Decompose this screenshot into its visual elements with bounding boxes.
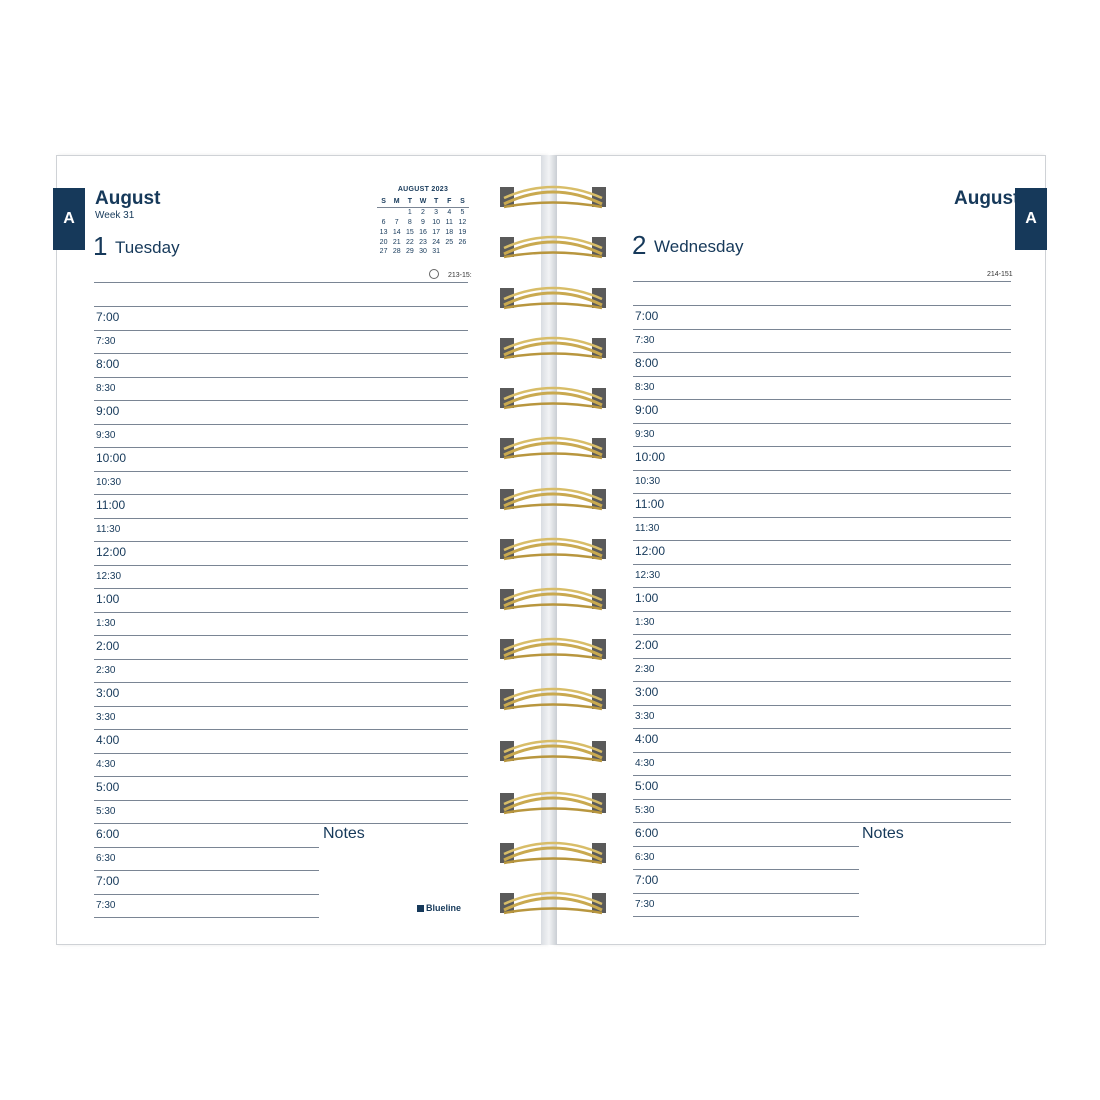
right-time-slot[interactable] — [633, 728, 1011, 729]
left-time-slot[interactable] — [94, 635, 468, 636]
right-time-slot[interactable] — [633, 540, 1011, 541]
binding-ring-icon — [498, 335, 608, 361]
month-tab-left[interactable]: A — [53, 188, 85, 250]
left-time-label: 1:30 — [96, 617, 116, 629]
right-time-label: 5:30 — [635, 804, 655, 816]
mini-calendar-day — [390, 207, 403, 217]
left-time-label: 8:30 — [96, 382, 116, 394]
left-day-name: Tuesday — [115, 238, 180, 257]
mini-calendar-day: 13 — [379, 228, 388, 236]
right-time-label: 7:00 — [635, 309, 659, 323]
mini-calendar-day: 4 — [447, 209, 452, 217]
mini-calendar-day: 18 — [445, 228, 454, 236]
right-time-label: 8:30 — [635, 381, 655, 393]
right-time-slot[interactable] — [633, 376, 1011, 377]
mini-calendar-day: 9 — [421, 218, 425, 226]
mini-calendar-day: 17 — [432, 228, 441, 236]
mini-calendar-day: 5 — [460, 209, 465, 217]
left-time-label: 3:30 — [96, 711, 116, 723]
right-time-label: 6:30 — [635, 851, 655, 863]
mini-calendar-day: 23 — [419, 238, 427, 246]
right-time-label: 12:00 — [635, 544, 666, 558]
mini-calendar-day: 31 — [432, 248, 441, 256]
brand-name: Blueline — [426, 903, 462, 913]
right-time-label: 10:00 — [635, 450, 666, 464]
binding-ring-icon — [498, 385, 608, 411]
right-time-slot[interactable] — [633, 893, 859, 894]
mini-calendar — [377, 186, 469, 257]
left-time-label: 3:00 — [96, 686, 120, 700]
right-time-label: 8:00 — [635, 356, 659, 370]
left-time-label: 6:30 — [96, 852, 116, 864]
mini-calendar-day: 26 — [458, 238, 467, 246]
left-time-label: 10:00 — [96, 451, 127, 465]
left-day-number: 1 — [93, 231, 108, 261]
right-time-slot[interactable] — [633, 681, 1011, 682]
mini-calendar-day: 20 — [379, 238, 388, 246]
left-time-label: 9:00 — [96, 404, 120, 418]
left-time-label: 10:30 — [96, 476, 122, 488]
page-marker-circle-icon — [429, 269, 439, 279]
left-time-label: 5:00 — [96, 780, 120, 794]
month-tab-right[interactable]: A — [1015, 188, 1047, 250]
mini-calendar-week — [377, 247, 469, 257]
left-time-label: 1:00 — [96, 592, 120, 606]
right-day-number: 2 — [632, 230, 647, 260]
right-time-slot[interactable] — [633, 399, 1011, 400]
brand-logo — [417, 903, 461, 913]
left-grid-rule — [94, 306, 468, 307]
mini-calendar-day: 19 — [458, 228, 467, 236]
mini-calendar-day: 7 — [394, 218, 399, 226]
left-time-label: 2:00 — [96, 639, 120, 653]
right-time-slot[interactable] — [633, 869, 859, 870]
left-time-slot[interactable] — [94, 800, 468, 801]
binding-ring-icon — [498, 840, 608, 866]
right-time-label: 3:00 — [635, 685, 659, 699]
left-page-code: 213-15: — [448, 272, 472, 279]
left-time-slot[interactable] — [94, 400, 468, 401]
left-time-label: 4:30 — [96, 758, 116, 770]
mini-calendar-day: 24 — [432, 238, 441, 246]
right-time-slot[interactable] — [633, 916, 859, 917]
mini-calendar-day: 29 — [405, 248, 414, 256]
mini-calendar-day: 12 — [458, 218, 467, 226]
right-time-slot[interactable] — [633, 799, 1011, 800]
brand-icon — [417, 905, 424, 912]
mini-calendar-day: 6 — [381, 218, 386, 226]
left-time-slot[interactable] — [94, 447, 468, 448]
left-time-slot[interactable] — [94, 870, 319, 871]
binding-ring-icon — [498, 586, 608, 612]
mini-calendar-weekday: W — [416, 197, 429, 207]
right-time-label: 1:30 — [635, 616, 655, 628]
right-time-slot[interactable] — [633, 352, 1011, 353]
right-time-label: 3:30 — [635, 710, 655, 722]
left-time-slot[interactable] — [94, 377, 468, 378]
mini-calendar-day: 21 — [392, 238, 401, 246]
left-time-label: 5:30 — [96, 805, 116, 817]
mini-calendar-day: 10 — [432, 218, 441, 226]
right-time-slot[interactable] — [633, 752, 1011, 753]
left-time-label: 4:00 — [96, 733, 120, 747]
left-time-label: 11:00 — [96, 498, 126, 512]
mini-calendar-day: 25 — [445, 238, 454, 246]
right-time-label: 2:00 — [635, 638, 659, 652]
left-time-slot[interactable] — [94, 894, 319, 895]
right-time-label: 10:30 — [635, 475, 661, 487]
right-time-slot[interactable] — [633, 634, 1011, 635]
left-time-slot[interactable] — [94, 776, 468, 777]
mini-calendar-weekday: T — [403, 197, 416, 207]
mini-calendar-day: 3 — [434, 209, 439, 217]
right-time-label: 11:00 — [635, 497, 665, 511]
right-time-slot[interactable] — [633, 517, 1011, 518]
left-time-slot[interactable] — [94, 823, 468, 824]
mini-calendar-title: AUGUST 2023 — [397, 186, 449, 193]
left-time-label: 7:00 — [96, 874, 120, 888]
left-time-slot[interactable] — [94, 682, 468, 683]
binding-ring-icon — [498, 234, 608, 260]
mini-calendar-grid — [377, 197, 469, 257]
right-time-label: 7:00 — [635, 873, 659, 887]
mini-calendar-day: 16 — [419, 228, 427, 236]
right-time-label: 9:00 — [635, 403, 659, 417]
left-time-label: 7:30 — [96, 899, 116, 911]
right-time-slot[interactable] — [633, 846, 859, 847]
right-time-slot[interactable] — [633, 564, 1011, 565]
right-time-label: 2:30 — [635, 663, 655, 675]
right-time-slot[interactable] — [633, 470, 1011, 471]
right-time-slot[interactable] — [633, 423, 1011, 424]
right-time-label: 12:30 — [635, 569, 661, 581]
left-time-slot[interactable] — [94, 565, 468, 566]
mini-calendar-week — [377, 207, 469, 217]
right-time-label: 7:30 — [635, 898, 655, 910]
right-time-label: 4:00 — [635, 732, 659, 746]
mini-calendar-day: 27 — [379, 248, 388, 256]
mini-calendar-weekday: S — [456, 197, 469, 207]
left-time-label: 7:00 — [96, 310, 120, 324]
right-month-title: August — [954, 188, 1020, 209]
left-time-slot[interactable] — [94, 424, 468, 425]
right-time-slot[interactable] — [633, 658, 1011, 659]
binding-ring-icon — [498, 486, 608, 512]
mini-calendar-day: 1 — [407, 209, 412, 217]
left-time-label: 12:30 — [96, 570, 122, 582]
left-time-slot[interactable] — [94, 471, 468, 472]
mini-calendar-day: 14 — [392, 228, 401, 236]
right-time-slot[interactable] — [633, 822, 1011, 823]
left-time-slot[interactable] — [94, 612, 468, 613]
binding-ring-icon — [498, 686, 608, 712]
left-time-slot[interactable] — [94, 330, 468, 331]
left-week-label: Week 31 — [95, 210, 135, 221]
mini-calendar-week — [377, 218, 469, 228]
mini-calendar-day — [377, 207, 390, 217]
right-time-label: 9:30 — [635, 428, 655, 440]
right-page-code: 214-151 — [987, 271, 1013, 278]
binding-ring-icon — [498, 890, 608, 916]
left-time-slot[interactable] — [94, 917, 319, 918]
left-time-slot[interactable] — [94, 518, 468, 519]
mini-calendar-day: 22 — [405, 238, 414, 246]
left-time-slot[interactable] — [94, 847, 319, 848]
right-header-rule — [633, 281, 1011, 282]
left-time-label: 6:00 — [96, 827, 120, 841]
mini-calendar-day: 2 — [421, 209, 425, 217]
right-time-label: 1:00 — [635, 591, 659, 605]
right-time-label: 5:00 — [635, 779, 659, 793]
right-time-slot[interactable] — [633, 775, 1011, 776]
right-time-slot[interactable] — [633, 329, 1011, 330]
left-page — [56, 155, 546, 945]
left-time-label: 11:30 — [96, 523, 121, 535]
left-time-slot[interactable] — [94, 706, 468, 707]
mini-calendar-day: 30 — [419, 248, 427, 256]
right-notes-label: Notes — [862, 825, 904, 842]
mini-calendar-day: 11 — [445, 218, 453, 226]
binding-ring-icon — [498, 285, 608, 311]
mini-calendar-weekday: F — [443, 197, 456, 207]
right-time-label: 6:00 — [635, 826, 659, 840]
right-time-slot[interactable] — [633, 446, 1011, 447]
right-day-name: Wednesday — [654, 237, 744, 256]
left-time-slot[interactable] — [94, 729, 468, 730]
left-time-slot[interactable] — [94, 753, 468, 754]
mini-calendar-week — [377, 227, 469, 237]
left-time-label: 7:30 — [96, 335, 116, 347]
mini-calendar-day: 15 — [405, 228, 414, 236]
right-time-slot[interactable] — [633, 705, 1011, 706]
right-time-label: 11:30 — [635, 522, 660, 534]
mini-calendar-weekday: S — [377, 197, 390, 207]
mini-calendar-week — [377, 237, 469, 247]
left-time-label: 9:30 — [96, 429, 116, 441]
mini-calendar-day: 28 — [392, 248, 401, 256]
binding-ring-icon — [498, 184, 608, 210]
left-month-title: August — [95, 188, 161, 209]
right-time-label: 4:30 — [635, 757, 655, 769]
left-time-slot[interactable] — [94, 353, 468, 354]
left-time-label: 12:00 — [96, 545, 127, 559]
left-header-rule — [94, 282, 468, 283]
left-time-label: 2:30 — [96, 664, 116, 676]
right-time-slot[interactable] — [633, 611, 1011, 612]
right-page — [556, 155, 1046, 945]
left-time-label: 8:00 — [96, 357, 120, 371]
right-time-slot[interactable] — [633, 587, 1011, 588]
binding-ring-icon — [498, 738, 608, 764]
binding-ring-icon — [498, 636, 608, 662]
left-time-slot[interactable] — [94, 659, 468, 660]
mini-calendar-weekday: M — [390, 197, 403, 207]
left-time-slot[interactable] — [94, 494, 468, 495]
right-time-slot[interactable] — [633, 493, 1011, 494]
binding-ring-icon — [498, 435, 608, 461]
mini-calendar-day: 8 — [407, 218, 412, 226]
mini-calendar-weekday: T — [430, 197, 443, 207]
binding-ring-icon — [498, 536, 608, 562]
binding-ring-icon — [498, 790, 608, 816]
right-time-label: 7:30 — [635, 334, 655, 346]
left-notes-label: Notes — [323, 825, 365, 842]
left-time-slot[interactable] — [94, 541, 468, 542]
mini-calendar-day — [443, 247, 456, 257]
right-grid-rule — [633, 305, 1011, 306]
left-time-slot[interactable] — [94, 588, 468, 589]
mini-calendar-day — [456, 247, 469, 257]
